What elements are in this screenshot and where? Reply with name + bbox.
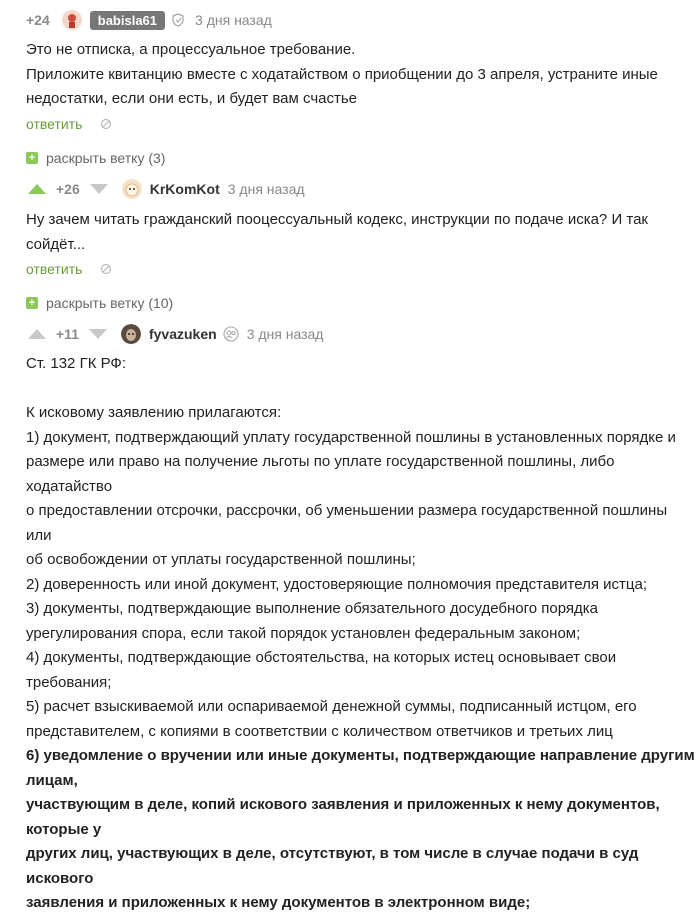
comment-line: 4) документы, подтверждающие обстоятельства, на которых истец основывает свои требования; [26, 649, 617, 691]
reply-link[interactable]: ответить [26, 116, 83, 132]
username[interactable]: babisla61 [90, 11, 165, 30]
comment-line [26, 377, 696, 402]
comment-1-actions [26, 116, 700, 132]
plus-icon: + [26, 297, 38, 309]
reply-link[interactable]: ответить [26, 261, 83, 277]
shield-icon [171, 13, 185, 27]
comment-line: 1) документ, подтверждающий уплату государственной пошлины в установленных порядке и [26, 428, 676, 446]
arrow-down-icon[interactable] [88, 182, 110, 196]
comment-rating: +11 [56, 326, 79, 342]
comment-line: сойдёт... [26, 235, 86, 253]
comment-line: о предоставлении отсрочки, рассрочки, об уменьшении размера государственной пошлины или [26, 502, 668, 544]
comment-line: 3) документы, подтверждающие выполнение обязательного досудебного порядка [26, 600, 599, 617]
plus-icon: + [26, 152, 38, 164]
comment-3-meta [26, 322, 700, 346]
comment-line: 2) доверенность или иной документ, удостоверяющие полномочия представителя истца; [26, 575, 647, 593]
comment-line-bold: заявления и приложенных к нему документов в электронном виде; [26, 894, 531, 911]
expand-thread-1[interactable] [26, 150, 700, 166]
comment-line: Ст. 132 ГК РФ: [26, 355, 127, 372]
username[interactable]: fyvazuken [148, 326, 217, 342]
avatar[interactable] [122, 179, 142, 199]
expand-thread-2[interactable] [26, 295, 700, 311]
comment-line: размере или право на получение льготы по уплате государственной пошлины, либо ходатайство [26, 453, 615, 495]
block-icon[interactable] [100, 118, 112, 130]
comment-2-body [26, 208, 686, 257]
comment-line-bold: участвующим в деле, копий искового заявления и приложенных к нему документов, которые у [26, 796, 660, 838]
avatar[interactable] [121, 324, 141, 344]
comment-line: К исковому заявлению прилагаются: [26, 404, 282, 421]
arrow-up-icon[interactable] [26, 327, 48, 341]
comment-2-actions [26, 261, 700, 277]
comment-line: Ну зачем читать гражданский пооцессуальный кодекс, инструкции по подаче иска? И так [26, 211, 648, 228]
comment-3-body [26, 352, 696, 916]
expand-label: раскрыть ветку (3) [46, 150, 166, 166]
comment-rating: +24 [26, 12, 50, 28]
comment-2-meta [26, 177, 700, 201]
comment-line-bold: 6) уведомление о вручении или иные документы, подтверждающие направление другим лицам, [26, 747, 695, 789]
expand-label: раскрыть ветку (10) [46, 295, 174, 311]
comment-line: 5) расчет взыскиваемой или оспариваемой денежной суммы, подписанный истцом, его [26, 698, 637, 715]
comment-time: 3 дня назад [246, 326, 324, 342]
block-icon[interactable] [100, 263, 112, 275]
comment-1-meta [26, 8, 700, 32]
avatar[interactable] [62, 10, 82, 30]
comment-line: урегулирования спора, если такой порядок установлен федеральным законом; [26, 624, 581, 642]
comment-line: Приложите квитанцию вместе с ходатайством о приобщении до 3 апреля, устраните иные [26, 65, 658, 83]
comment-line: об освобождении от уплаты государственной пошлины; [26, 551, 416, 568]
comment-time: 3 дня назад [195, 12, 272, 28]
comment-line: представителем, с копиями в соответствии с количеством ответчиков и третьих лиц [26, 722, 613, 740]
username[interactable]: KrKomKot [149, 181, 220, 197]
arrow-down-icon[interactable] [87, 327, 109, 341]
comment-rating: +26 [56, 181, 80, 197]
comment-line-bold: других лиц, участвующих в деле, отсутствуют, в том числе в случае подачи в суд искового [26, 845, 639, 887]
comment-time: 3 дня назад [227, 181, 305, 197]
comment-1-body [26, 38, 686, 112]
arrow-up-icon[interactable] [26, 182, 48, 196]
people-icon [223, 326, 239, 342]
comment-line: Это не отписка, а процессуальное требование. [26, 41, 356, 58]
comment-line: недостатки, если они есть, и будет вам счастье [26, 90, 358, 107]
